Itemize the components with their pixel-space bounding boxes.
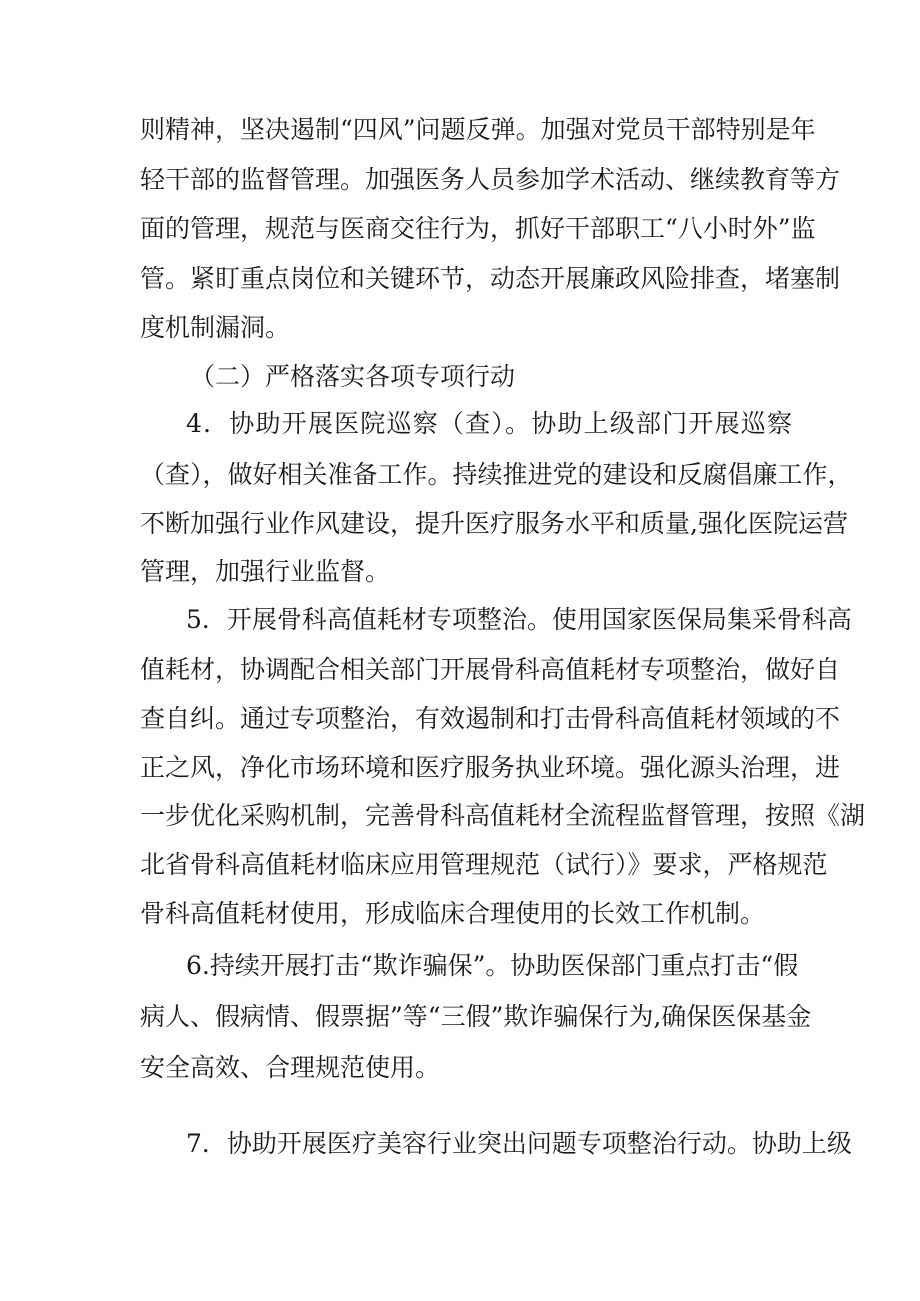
text-line: 6.持续开展打击“欺诈骗保”。协助医保部门重点打击“假 (186, 951, 799, 980)
text-line: 值耗材，协调配合相关部门开展骨科高值耗材专项整治，做好自 (140, 655, 841, 684)
text-line: 7．协助开展医疗美容行业突出问题专项整治行动。协助上级 (186, 1129, 852, 1158)
text-line: 安全高效、合理规范使用。 (140, 1053, 441, 1082)
text-line: 管理，加强行业监督。 (140, 557, 391, 586)
text-line: 度机制漏洞。 (140, 313, 291, 342)
section-heading: （二）严格落实各项专项行动 (190, 362, 516, 391)
text-line: 则精神，坚决遏制“四风”问题反弹。加强对党员干部特别是年 (140, 115, 816, 144)
text-line: 面的管理，规范与医商交往行为，抓好干部职工“八小时外”监 (140, 214, 816, 243)
text-line: （查），做好相关准备工作。持续推进党的建设和反腐倡廉工作， (140, 460, 853, 489)
text-line: 5．开展骨科高值耗材专项整治。使用国家医保局集采骨科高 (186, 605, 852, 634)
text-line: 正之风，净化市场环境和医疗服务执业环境。强化源头治理，进 (140, 753, 841, 782)
text-line: 管。紧盯重点岗位和关键环节，动态开展廉政风险排查，堵塞制 (140, 264, 841, 293)
text-line: 北省骨科高值耗材临床应用管理规范（试行）》要求，严格规范 (140, 850, 828, 879)
text-line: 不断加强行业作风建设，提升医疗服务水平和质量,强化医院运营 (140, 509, 848, 538)
text-line: 4．协助开展医院巡察（查）。协助上级部门开展巡察 (186, 409, 792, 438)
text-line: 轻干部的监督管理。加强医务人员参加学术活动、继续教育等方 (140, 165, 841, 194)
text-line: 查自纠。通过专项整治，有效遏制和打击骨科高值耗材领域的不 (140, 704, 841, 733)
text-line: 一步优化采购机制，完善骨科高值耗材全流程监督管理，按照《湖 (140, 801, 866, 830)
text-line: 病人、假病情、假票据”等“三假”欺诈骗保行为,确保医保基金 (140, 1002, 812, 1031)
text-line: 骨科高值耗材使用，形成临床合理使用的长效工作机制。 (140, 899, 766, 928)
